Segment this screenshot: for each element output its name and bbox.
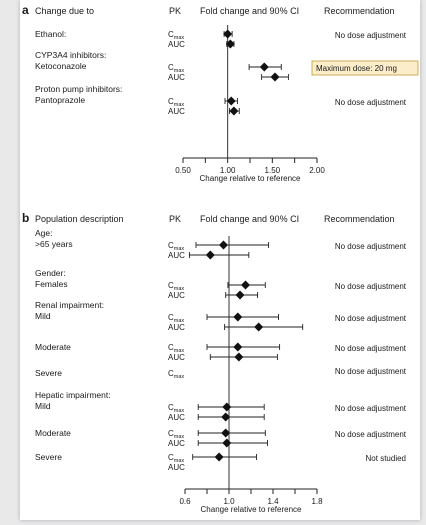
panel-a-pk-label: $C_{max}$ xyxy=(168,97,185,108)
panel-b-group-label: Mild xyxy=(35,311,51,321)
panel-b-estimate-marker xyxy=(215,453,224,462)
panel-b-pk-label: $C_{max}$ xyxy=(168,453,185,464)
panel-b-estimate-marker xyxy=(254,323,263,332)
panel-b-x-tick-label: 1.8 xyxy=(311,497,323,506)
panel-b-recommendation: No dose adjustment xyxy=(334,430,406,439)
panel-b-recommendation: Not studied xyxy=(365,454,406,463)
panel-b-recommendation: No dose adjustment xyxy=(334,282,406,291)
panel-b-header-pk: PK xyxy=(169,214,182,224)
panel-b-pk-label: $C_{max}$ xyxy=(168,369,185,380)
panel-b-pk-label: $C_{max}$ xyxy=(168,241,185,252)
panel-b-group-label: Severe xyxy=(35,452,62,462)
panel-b-estimate-marker xyxy=(206,251,215,260)
panel-b-pk-label: AUC xyxy=(168,291,185,300)
panel-a-pk-label: $C_{max}$ xyxy=(168,30,185,41)
panel-b-pk-label: AUC xyxy=(168,251,185,260)
panel-b-x-tick-label: 1.0 xyxy=(223,497,235,506)
panel-a-pk-label: AUC xyxy=(168,107,185,116)
panel-a-group-label: Proton pump inhibitors: xyxy=(35,84,123,94)
panel-a-estimate-marker xyxy=(223,30,232,39)
panel-b-header-group: Population description xyxy=(35,214,124,224)
panel-a-letter: a xyxy=(22,3,29,17)
panel-a-estimate-marker xyxy=(229,107,238,116)
panel-b-group-label: Severe xyxy=(35,368,62,378)
panel-a-recommendation: No dose adjustment xyxy=(334,98,406,107)
panel-a-x-axis-label: Change relative to reference xyxy=(199,174,301,183)
panel-a-pk-label: AUC xyxy=(168,40,185,49)
panel-b-pk-label: AUC xyxy=(168,439,185,448)
panel-a-header-effect: Fold change and 90% CI xyxy=(200,6,300,16)
panel-b-estimate-marker xyxy=(234,353,243,362)
panel-b-estimate-marker xyxy=(241,281,250,290)
panel-b-recommendation: No dose adjustment xyxy=(334,242,406,251)
panel-a-x-tick-label: 2.00 xyxy=(309,166,325,175)
panel-b-estimate-marker xyxy=(236,291,245,300)
panel-b-estimate-marker xyxy=(233,313,242,322)
panel-b-estimate-marker xyxy=(222,439,231,448)
panel-a-header-group: Change due to xyxy=(35,6,95,16)
panel-b-header-effect: Fold change and 90% CI xyxy=(200,214,300,224)
panel-b-pk-label: AUC xyxy=(168,463,185,472)
panel-b-group-label: Females xyxy=(35,279,68,289)
panel-a-x-tick-label: 1.00 xyxy=(219,166,236,175)
panel-a-pk-label: AUC xyxy=(168,73,185,82)
panel-b-pk-label: $C_{max}$ xyxy=(168,429,185,440)
panel-b-group-label: Gender: xyxy=(35,268,66,278)
panel-b-x-tick-label: 1.4 xyxy=(267,497,279,506)
panel-a-estimate-marker xyxy=(271,73,280,82)
panel-a-estimate-marker xyxy=(260,63,269,72)
panel-b-pk-label: $C_{max}$ xyxy=(168,281,185,292)
panel-b-x-tick-label: 0.6 xyxy=(179,497,191,506)
panel-b-estimate-marker xyxy=(233,343,242,352)
panel-b-pk-label: AUC xyxy=(168,323,185,332)
panel-b-group-label: >65 years xyxy=(35,239,73,249)
panel-b-pk-label: $C_{max}$ xyxy=(168,313,185,324)
panel-b-estimate-marker xyxy=(222,403,231,412)
panel-a-group-label: Pantoprazole xyxy=(35,95,86,105)
panel-b-pk-label: AUC xyxy=(168,413,185,422)
forest-plot-figure xyxy=(20,0,420,520)
panel-b-pk-label: $C_{max}$ xyxy=(168,343,185,354)
panel-b-letter: b xyxy=(22,211,30,225)
panel-b-pk-label: AUC xyxy=(168,353,185,362)
panel-b-group-label: Moderate xyxy=(35,342,71,352)
panel-b-header-recommendation: Recommendation xyxy=(324,214,395,224)
panel-a-x-tick-label: 0.50 xyxy=(175,166,191,175)
panel-b-group-label: Moderate xyxy=(35,428,71,438)
panel-b-x-axis-label: Change relative to reference xyxy=(200,505,302,514)
panel-b-recommendation: No dose adjustment xyxy=(334,404,406,413)
panel-b-estimate-marker xyxy=(219,241,228,250)
panel-b-recommendation: No dose adjustment xyxy=(334,314,406,323)
panel-b-pk-label: $C_{max}$ xyxy=(168,403,185,414)
panel-b-recommendation: No dose adjustment xyxy=(334,344,406,353)
panel-a-recommendation: No dose adjustment xyxy=(334,31,406,40)
panel-b-recommendation: No dose adjustment xyxy=(334,367,406,376)
panel-a-x-tick-label: 1.50 xyxy=(264,166,281,175)
panel-a-group-label: CYP3A4 inhibitors: xyxy=(35,50,107,60)
panel-b-group-label: Hepatic impairment: xyxy=(35,390,111,400)
panel-a-group-label: Ketoconazole xyxy=(35,61,87,71)
panel-b-group-label: Age: xyxy=(35,228,53,238)
panel-a-header-recommendation: Recommendation xyxy=(324,6,395,16)
panel-a-group-label: Ethanol: xyxy=(35,29,67,39)
panel-a-pk-label: $C_{max}$ xyxy=(168,63,185,74)
panel-a-recommendation: Maximum dose: 20 mg xyxy=(316,64,397,73)
panel-a-header-pk: PK xyxy=(169,6,182,16)
panel-b-group-label: Mild xyxy=(35,401,51,411)
panel-b-group-label: Renal impairment: xyxy=(35,300,104,310)
